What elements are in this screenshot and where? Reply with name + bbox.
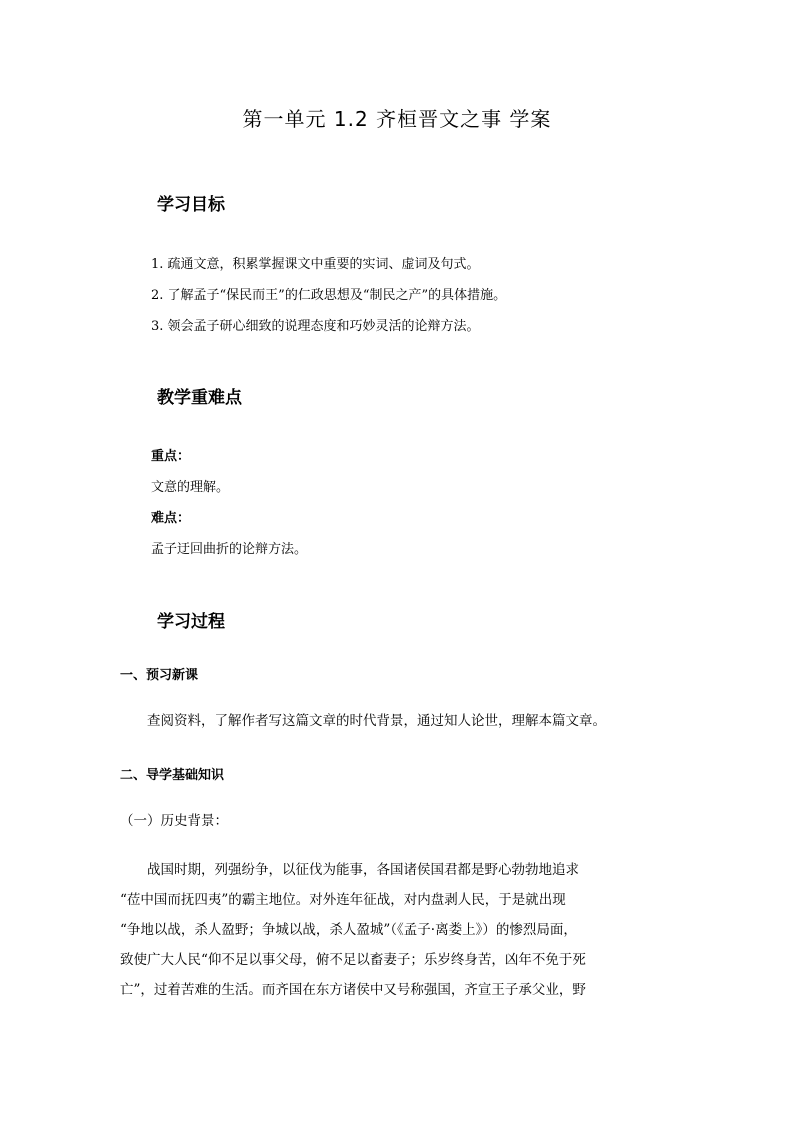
background-line-4: 致使广大人民“仰不足以事父母，俯不足以畜妻子；乐岁终身苦，凶年不免于死 <box>120 952 586 968</box>
goal-item-1: 1. 疏通文意，积累掌握课文中重要的实词、虚词及句式。 <box>151 257 480 272</box>
section-1-title: 一、预习新课 <box>120 668 199 683</box>
goal-item-2: 2. 了解孟子“保民而王”的仁政思想及“制民之产”的具体措施。 <box>151 288 507 303</box>
document-title: 第一单元 1.2 齐桓晋文之事 学案 <box>242 107 552 131</box>
background-line-3: “争地以战，杀人盈野；争城以战，杀人盈城”（《孟子·离娄上》）的惨烈局面， <box>120 922 577 938</box>
goals-heading: 学习目标 <box>157 195 225 215</box>
goal-item-3: 3. 领会孟子研心细致的说理态度和巧妙灵活的论辩方法。 <box>151 319 480 334</box>
background-line-1: 战国时期，列强纷争，以征伐为能事，各国诸侯国君都是野心勃勃地追求 <box>147 862 579 878</box>
section-2-title: 二、导学基础知识 <box>120 768 225 783</box>
process-heading: 学习过程 <box>157 612 225 632</box>
focus-text: 文意的理解。 <box>151 480 230 495</box>
background-line-2: “莅中国而抚四夷”的霸主地位。对外连年征战，对内盘剥人民，于是就出现 <box>120 892 566 908</box>
difficulty-text: 孟子迂回曲折的论辩方法。 <box>151 542 308 557</box>
subsection-title: （一）历史背景： <box>120 813 228 829</box>
background-line-5: 亡”，过着苦难的生活。而齐国在东方诸侯中又号称强国，齐宣王子承父业，野 <box>120 982 586 998</box>
section-1-text: 查阅资料，了解作者写这篇文章的时代背景，通过知人论世，理解本篇文章。 <box>147 713 606 729</box>
background-paragraph <box>120 855 677 1005</box>
focus-label: 重点： <box>151 449 191 464</box>
key-points-heading: 教学重难点 <box>157 388 242 408</box>
difficulty-label: 难点： <box>151 511 191 526</box>
